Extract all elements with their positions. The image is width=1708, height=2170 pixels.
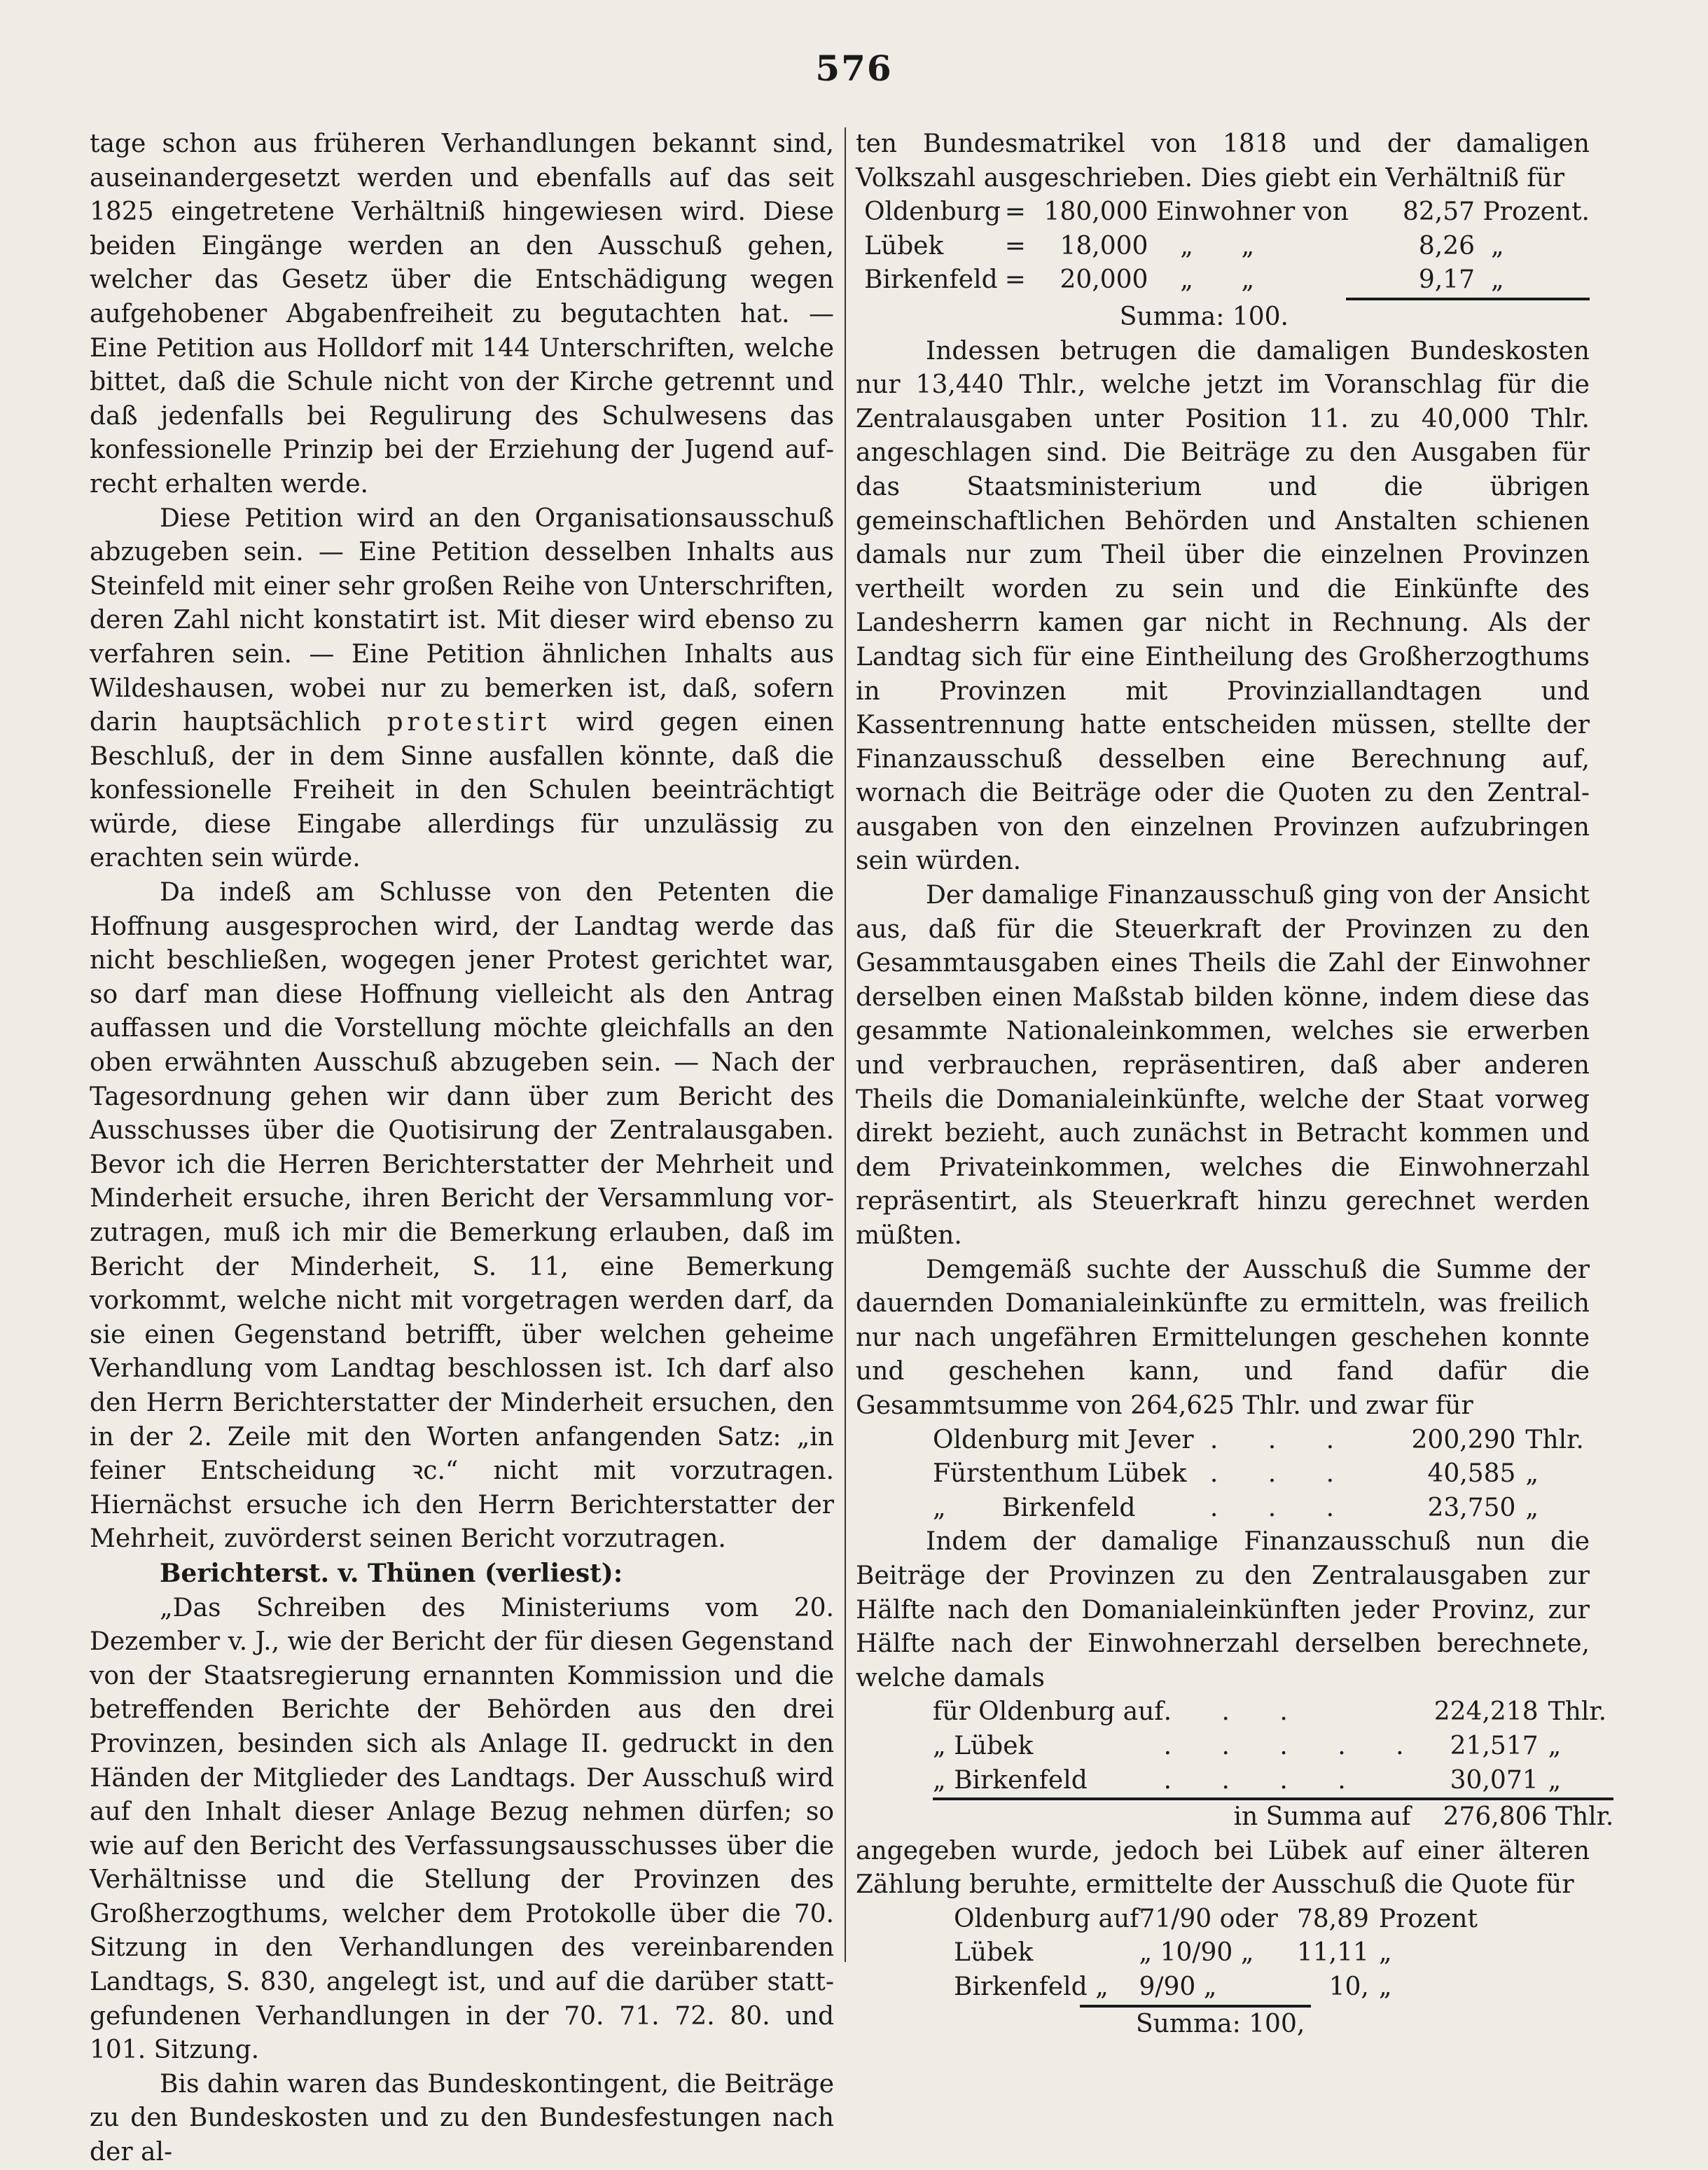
cell: „ <box>1525 1459 1539 1489</box>
cell: Lübek <box>954 1938 1034 1968</box>
cell: Thlr. <box>1525 1425 1584 1454</box>
cell: Oldenburg auf <box>954 1904 1139 1933</box>
cell: Fürstenthum Lübek <box>933 1459 1187 1489</box>
cell: 82,57 <box>1403 197 1476 227</box>
page-number: 576 <box>815 48 893 89</box>
table-row <box>933 1457 1590 1491</box>
table-row <box>864 195 1590 230</box>
paragraph <box>90 502 834 877</box>
cell: 9/90 „ <box>1139 1973 1217 2002</box>
cell: 20,000 <box>1060 265 1148 295</box>
cell <box>1475 230 1590 264</box>
paragraph: „Das Schreiben des Ministeriums vom 20. Dezember v. J., wie der Bericht der für diesen Gegenstand von der Staatsregierung ernannten Kommission und die betreffenden Berichte der Behörden aus den drei Provinzen, besinden sich als Anlage II. gedruckt in den Händen der Mitglieder des Landtags. Der Ausschuß wird auf den Inhalt dieser Anlage Bezug nehmen dürfen; so wie auf den Bericht des Verfassungsausschusses über die Verhältnisse und die Stellung der Provinzen des Großherzogthums, welcher dem Protokolle über die 70. Sitzung in den Verhandlungen des vereinbarenden Landtags, S. 830, angelegt ist, und auf die darüber stattgefundenen Verhandlungen in der 70. 71. 72. 80. und 101. Sitzung. <box>90 1593 834 2065</box>
table-row <box>933 1799 1613 1835</box>
paragraph: angegeben wurde, jedoch bei Lübek auf einer älteren Zählung beruhte, ermittelte der Ausschuß die Quote für <box>856 1836 1590 1900</box>
paragraph: Da indeß am Schlusse von den Petenten die Hoffnung ausgesprochen wird, der Landtag werde das nicht beschließen, wogegen jener Protest gerichtet war, so darf man diese Hoffnung vielleicht als den Antrag auffassen und die Vorstellung möchte gleichfalls an den oben erwähnten Ausschuß abzugeben sein. — Nach der Tagesordnung gehen wir dann über zum Bericht des Ausschusses über die Quotisirung der Zentralausgaben. Bevor ich die Herren Berichterstatter der Mehrheit und Minderheit ersuche, ihren Bericht der Versammlung vorzutragen, muß ich mir die Bemerkung erlauben, daß im Bericht der Minderheit, S. 11, eine Bemerkung vorkommt, welche nicht mit vorgetragen werden darf, da sie einen Gegenstand betrifft, über welchen geheime Verhandlung vom Landtag beschlossen ist. Ich darf also den Herrn Berichterstatter der Minderheit ersuchen, den in der 2. Zeile mit den Worten anfangenden Satz: „in feiner Entscheidung ꝛc.“ nicht mit vorzutragen. Hiernächst ersuche ich den Herrn Berichterstatter der Mehrheit, zuvörderst seinen Bericht vorzutragen. <box>90 878 834 1554</box>
cell: 200,290 <box>1411 1425 1516 1454</box>
cell <box>1475 195 1590 230</box>
cell: „ Birkenfeld <box>933 1493 1136 1522</box>
speaker-line <box>90 1557 834 1592</box>
cell <box>1475 263 1590 298</box>
cell: 180,000 <box>1043 197 1148 227</box>
quota-table <box>954 1903 1478 2005</box>
table-row <box>933 1491 1590 1526</box>
cell: 9,17 <box>1418 265 1476 295</box>
cell: Thlr. <box>1548 1697 1607 1727</box>
cell: Oldenburg mit Jever <box>933 1425 1194 1454</box>
cell: 71/90 oder <box>1139 1904 1278 1933</box>
table-row <box>933 1730 1613 1764</box>
column-divider <box>845 127 846 1962</box>
cell: 11,11 <box>1296 1938 1369 1968</box>
table-row <box>954 1936 1478 1970</box>
table-row <box>954 1970 1478 2005</box>
cell: „ 10/90 „ <box>1139 1938 1254 1968</box>
paragraph: Indem der damalige Finanzausschuß nun die Beiträge der Provinzen zu den Zentralausgaben zur Hälfte nach den Domanialeinkünften jeder Provinz, zur Hälfte nach der Einwohnerzahl derselben berechnete, welche damals <box>856 1527 1590 1692</box>
paragraph: tage schon aus früheren Verhandlungen bekannt sind, auseinandergesetzt werden und ebenfalls auf das seit 1825 eingetretene Verhältniß hingewiesen wird. Diese beiden Eingänge werden an den Ausschuß gehen, welcher das Gesetz über die Entschädigung wegen aufgehobener Abgabenfreiheit zu begutachten hat. — Eine Petition aus Holldorf mit 144 Unterschriften, welche bittet, daß die Schule nicht von der Kirche getrennt und daß jedenfalls bei Regulirung des Schulwesens das konfessionelle Prinzip bei der Erziehung der Jugend aufrecht erhalten werde. <box>90 130 834 499</box>
paragraph: Bis dahin waren das Bundeskontingent, die Beiträge zu den Bundeskosten und zu den Bundesfestungen nach der al- <box>90 2069 834 2167</box>
speaker-label: Berichterst. v. Thünen (verliest): <box>160 1558 623 1588</box>
cell: = <box>1004 231 1026 260</box>
cell: „ <box>1548 1731 1562 1760</box>
table-row <box>864 263 1590 298</box>
cell: „ <box>1548 1765 1562 1795</box>
cell <box>1148 195 1382 230</box>
cell-text: Einwohner von <box>1155 197 1349 227</box>
contribution-table <box>933 1695 1613 1834</box>
cell-text: „ <box>1180 265 1193 295</box>
cell: = <box>1004 265 1026 295</box>
cell: 30,071 <box>1450 1765 1539 1795</box>
paragraph-text: wird gegen einen Beschluß, der in dem Sinne ausfallen könnte, daß die konfessionelle Freiheit in den Schulen beeinträchtigt würde, diese Eingabe allerdings für unzulässig zu erachten sein würde. <box>90 708 834 873</box>
cell: 8,26 <box>1418 231 1476 260</box>
cell-text: „ <box>1490 231 1504 260</box>
cell: Oldenburg <box>864 197 1001 227</box>
cell: . . . <box>1209 1459 1356 1489</box>
cell: 78,89 <box>1296 1904 1369 1933</box>
table-row <box>933 1764 1613 1800</box>
cell: = <box>1004 197 1026 227</box>
paragraph-text: Diese Petition wird an den Organisationsausschuß abzugeben sein. — Eine Petition desselben Inhalts aus Steinfeld mit einer sehr großen Reihe von Unterschriften, deren Zahl nicht konstatirt ist. Mit dieser wird ebenso zu verfahren sein. — Eine Petition ähnlichen Inhalts aus Wildeshausen, wobei nur zu bemerken ist, daß, sofern darin hauptsächlich <box>90 503 834 737</box>
cell <box>1148 230 1382 264</box>
right-column <box>856 127 1614 2041</box>
left-column <box>90 127 834 2170</box>
cell: . . . <box>1163 1697 1309 1727</box>
cell-text: „ <box>1241 231 1255 260</box>
cell: . . . . <box>1163 1765 1367 1795</box>
cell-text: „ <box>1490 265 1504 295</box>
paragraph: ten Bundesmatrikel von 1818 und der damaligen Volkszahl ausgeschrieben. Dies giebt ein Verhältniß für <box>856 130 1590 193</box>
cell: Prozent <box>1378 1904 1478 1933</box>
cell: „ <box>1378 1973 1392 2002</box>
paragraph: Der damalige Finanzausschuß ging von der Ansicht aus, daß für die Steuerkraft der Provinzen zu den Gesammtausgaben eines Theils die Zahl der Einwohner derselben einen Maßstab bilden könne, indem diese das gesammte Nationaleinkommen, welches sie erwerben und verbrauchen, repräsentiren, daß aber anderen Theils die Domanialeinkünfte, welche der Staat vorweg direkt bezieht, auch zunächst in Betracht kommen und dem Privateinkommen, welches die Einwohnerzahl repräsentirt, als Steuerkraft hinzu gerechnet werden müßten. <box>856 881 1590 1250</box>
cell: Birkenfeld „ <box>954 1973 1109 2002</box>
cell: . . . . . <box>1163 1731 1425 1760</box>
cell: „ Lübek <box>933 1731 1034 1760</box>
cell: „ <box>1525 1493 1539 1522</box>
quota-sum: Summa: 100, <box>1136 2009 1305 2038</box>
population-table <box>864 195 1590 298</box>
table-row <box>933 1695 1613 1730</box>
domain-income-table <box>933 1424 1590 1526</box>
cell: 21,517 <box>1450 1731 1539 1760</box>
cell: . . . <box>1209 1493 1356 1522</box>
cell: „ <box>1378 1938 1392 1968</box>
paragraph: Indessen betrugen die damaligen Bundeskosten nur 13,440 Thlr., welche jetzt im Voranschlag für die Zentralausgaben unter Position 11. zu 40,000 Thlr. angeschlagen sind. Die Beiträge zu den Ausgaben für das Staatsministerium und die übrigen gemeinschaftlichen Behörden und Anstalten schienen damals nur zum Theil über die einzelnen Provinzen vertheilt worden zu sein und die Einkünfte des Landesherrn kamen gar nicht in Rechnung. Als der Landtag sich für eine Eintheilung des Großherzogthums in Provinzen mit Provinziallandtagen und Kassentrennung hatte entscheiden müssen, stellte der Finanzausschuß desselben eine Berechnung auf, wornach die Beiträge oder die Quoten zu den Zentralausgaben von den einzelnen Provinzen aufzubringen sein würden. <box>856 336 1590 876</box>
cell: 10, <box>1328 1973 1369 2002</box>
table-row <box>933 1424 1590 1458</box>
emphasized-word: protestirt <box>387 708 551 737</box>
cell-text: Prozent. <box>1483 197 1590 227</box>
cell: 276,806 Thlr. <box>1425 1799 1614 1835</box>
cell <box>1148 263 1382 298</box>
cell-text: „ <box>1180 231 1193 260</box>
cell: „ Birkenfeld <box>933 1765 1088 1795</box>
cell: Birkenfeld <box>864 265 998 295</box>
population-sum: Summa: 100. <box>1119 302 1289 331</box>
cell-text: „ <box>1241 265 1255 295</box>
table-row <box>954 1903 1478 1937</box>
paragraph: Demgemäß suchte der Ausschuß die Summe der dauernden Domanialeinkünfte zu ermitteln, was freilich nur nach ungefähren Ermittelungen geschehen konnte und geschehen kann, und fand dafür die Gesammtsumme von 264,625 Thlr. und zwar für <box>856 1255 1590 1420</box>
cell: 224,218 <box>1433 1697 1539 1727</box>
cell: 23,750 <box>1427 1493 1516 1522</box>
cell: Lübek <box>864 231 944 260</box>
cell: 18,000 <box>1060 231 1148 260</box>
cell: 40,585 <box>1427 1459 1516 1489</box>
cell: in Summa auf <box>933 1799 1425 1835</box>
cell: . . . <box>1209 1425 1356 1454</box>
table-row <box>864 230 1590 264</box>
cell: für Oldenburg auf <box>933 1697 1164 1727</box>
